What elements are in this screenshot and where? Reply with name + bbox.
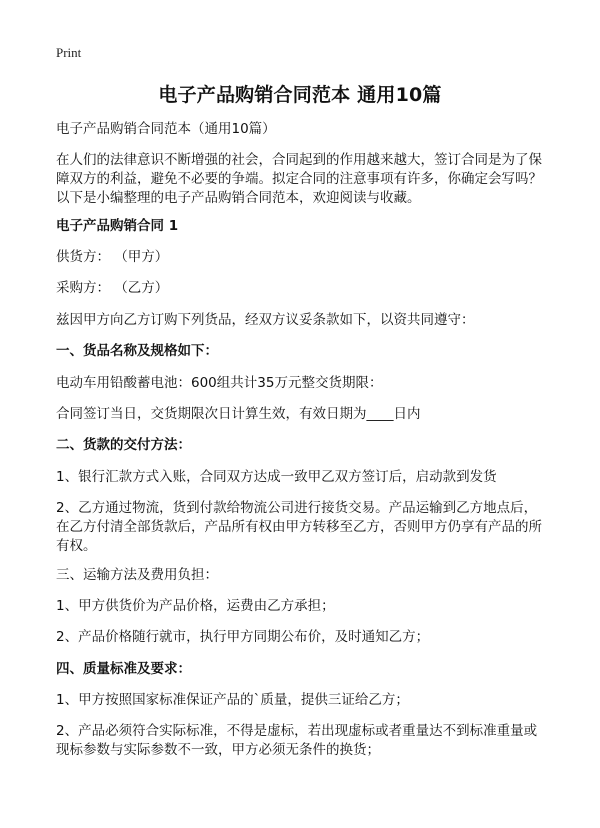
section-3-line-1: 1、甲方供货价为产品价格，运费由乙方承担； [56, 598, 335, 614]
section-3-line-2: 2、产品价格随行就市，执行甲方同期公布价，及时通知乙方； [56, 629, 430, 645]
section-4-heading: 四、质量标准及要求： [56, 661, 191, 677]
intro-paragraph: 在人们的法律意识不断增强的社会，合同起到的作用越来越大，签订合同是为了保障双方的利益，避免不必要的争端。拟定合同的注意事项有许多，你确定会写吗？以下是小编整理的电子产品购销合同范本，欢迎阅读与收藏。 [56, 152, 542, 206]
supplier-line: 供货方： （甲方） [56, 249, 169, 265]
document-subtitle: 电子产品购销合同范本（通用10篇） [56, 121, 276, 137]
section-1-line-1: 电动车用铅酸蓄电池：600组共计35万元整交货期限： [56, 375, 383, 391]
section-1-line-2: 合同签订当日，交货期限次日计算生效，有效日期为____日内 [56, 406, 421, 422]
section-2-heading: 二、货款的交付方法： [56, 437, 191, 453]
section-3-heading: 三、运输方法及费用负担： [56, 567, 218, 583]
section-4-line-2: 2、产品必须符合实际标准，不得是虚标，若出现虚标或者重量达不到标准重量或现标参数与实际参数不一致，甲方必须无条件的换货； [56, 723, 538, 758]
print-label: Print [56, 45, 82, 60]
page-title: 电子产品购销合同范本 通用10篇 [158, 84, 442, 106]
contract-heading: 电子产品购销合同 1 [56, 218, 179, 234]
section-2-line-2: 2、乙方通过物流，货到付款给物流公司进行接货交易。产品运输到乙方地点后，在乙方付清全部货款后，产品所有权由甲方转移至乙方，否则甲方仍享有产品的所有权。 [56, 500, 542, 554]
section-4-line-1: 1、甲方按照国家标准保证产品的`质量，提供三证给乙方； [56, 692, 409, 708]
buyer-line: 采购方： （乙方） [56, 280, 169, 296]
section-2-line-1: 1、银行汇款方式入账，合同双方达成一致甲乙双方签订后，启动款到发货 [56, 469, 497, 485]
section-1-heading: 一、货品名称及规格如下： [56, 343, 218, 359]
preamble-paragraph: 兹因甲方向乙方订购下列货品，经双方议妥条款如下，以资共同遵守： [56, 312, 475, 328]
